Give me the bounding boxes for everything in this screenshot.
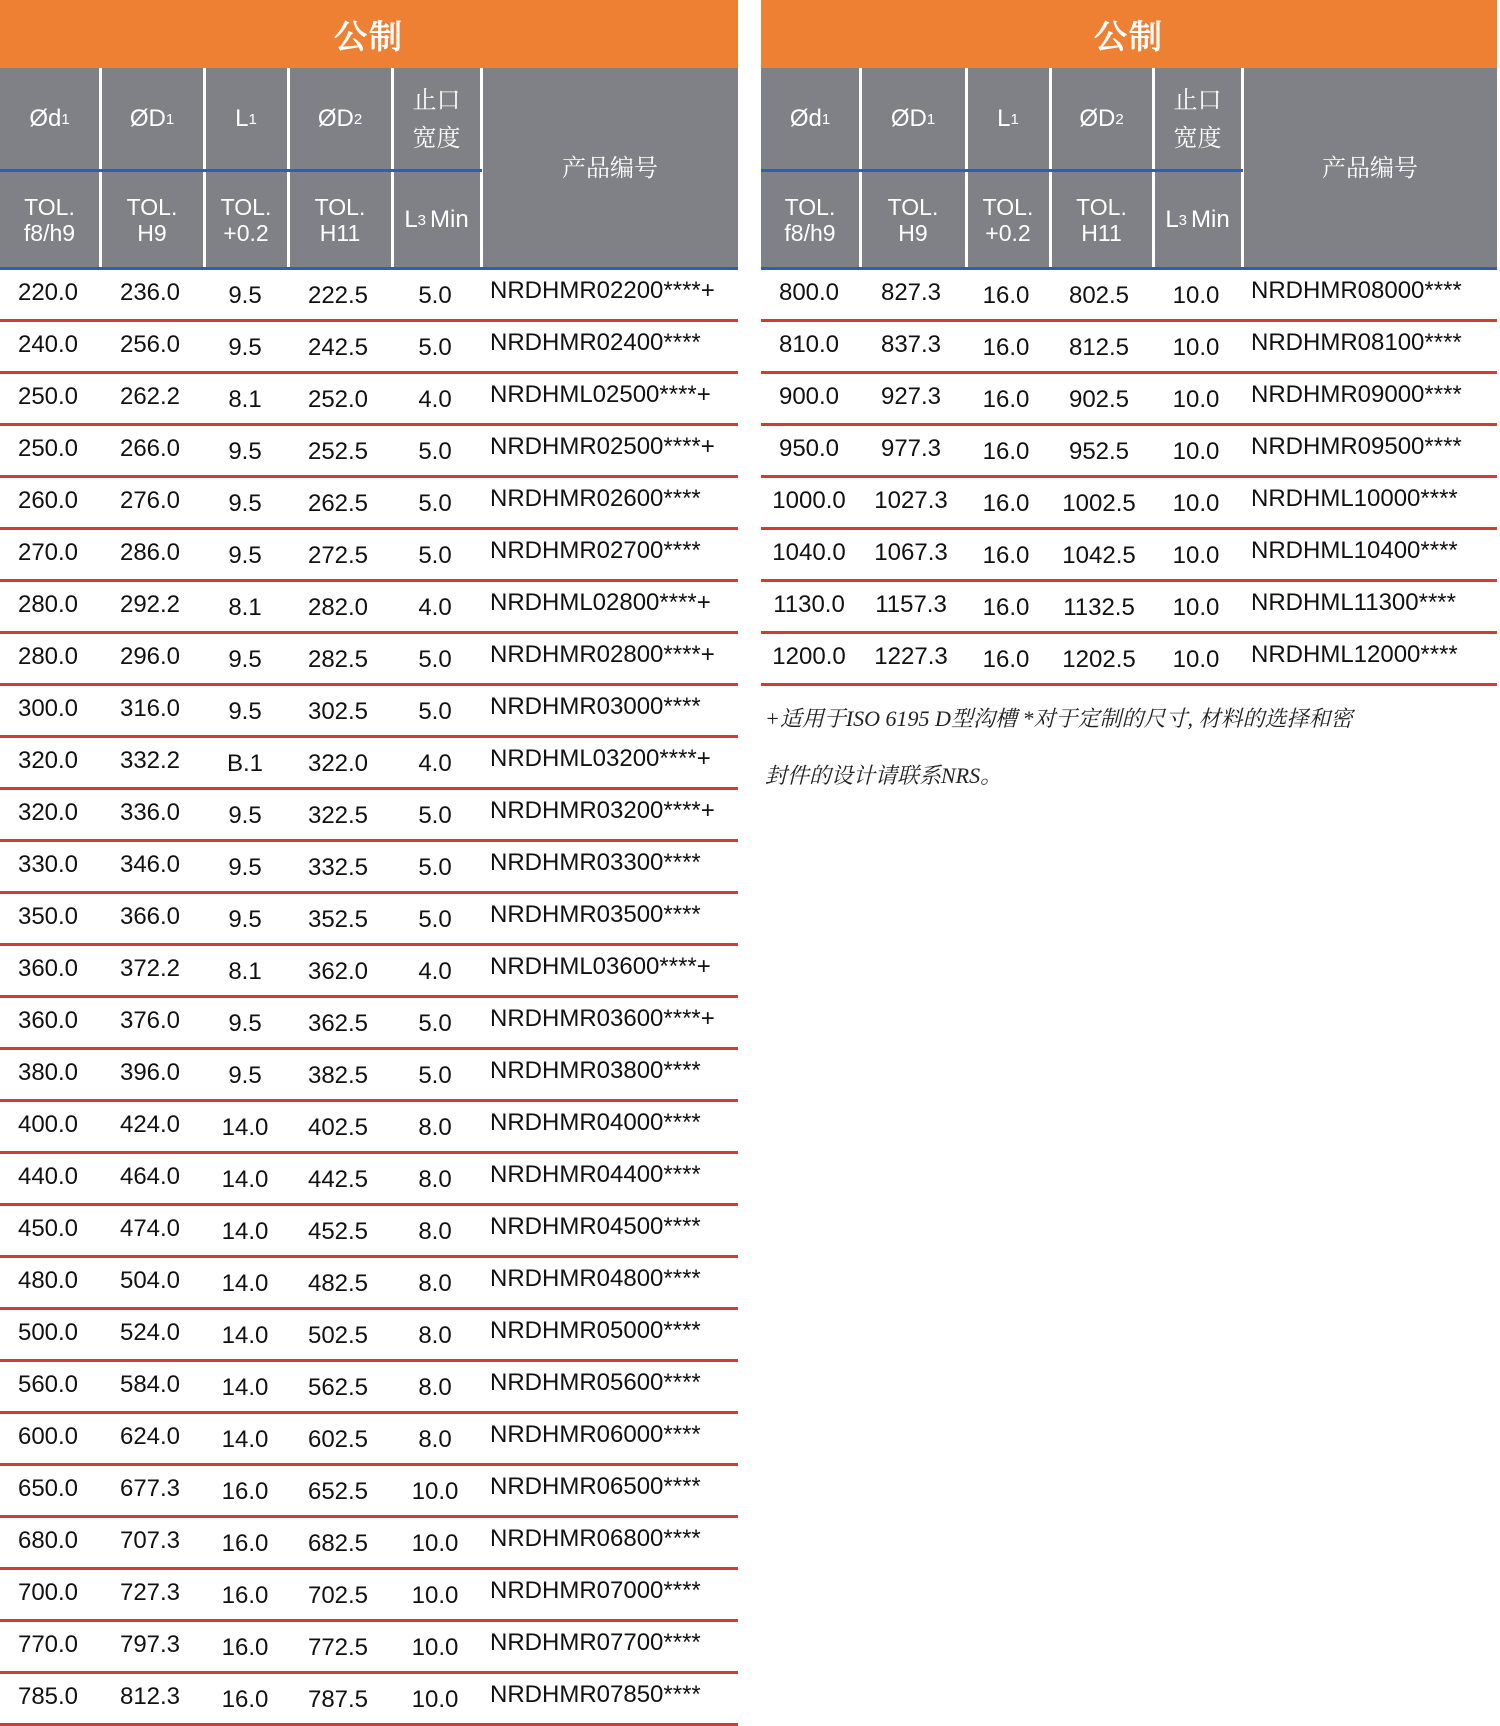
table-row bbox=[761, 582, 1497, 634]
cell-D2: 562.5 bbox=[307, 1374, 369, 1401]
table-row bbox=[0, 426, 738, 478]
cell-d1: 950.0 bbox=[778, 435, 840, 462]
cell-d1: 680.0 bbox=[17, 1527, 79, 1554]
cell-D1: 927.3 bbox=[880, 383, 942, 410]
table-header bbox=[761, 68, 1497, 270]
cell-d1: 360.0 bbox=[17, 1007, 79, 1034]
cell-L1: 9.5 bbox=[228, 542, 262, 569]
header-D2: ØD 2 bbox=[317, 105, 363, 132]
table-row bbox=[761, 374, 1497, 426]
cell-L1: 14.0 bbox=[221, 1218, 269, 1245]
cell-L3: 10.0 bbox=[411, 1686, 459, 1713]
cell-product-code: NRDHML02800****+ bbox=[490, 589, 711, 616]
cell-D1: 474.0 bbox=[119, 1215, 181, 1242]
table-row bbox=[761, 270, 1497, 322]
table-row bbox=[0, 1154, 738, 1206]
cell-d1: 500.0 bbox=[17, 1319, 79, 1346]
header-L3-min: L 3 Min bbox=[404, 206, 469, 233]
cell-D1: 464.0 bbox=[119, 1163, 181, 1190]
cell-L1: 9.5 bbox=[228, 698, 262, 725]
cell-product-code: NRDHMR06000**** bbox=[490, 1421, 701, 1448]
table-row bbox=[0, 946, 738, 998]
cell-D1: 584.0 bbox=[119, 1371, 181, 1398]
header-L1: L 1 bbox=[997, 105, 1019, 132]
cell-d1: 330.0 bbox=[17, 851, 79, 878]
cell-D1: 812.3 bbox=[119, 1683, 181, 1710]
table-row bbox=[0, 530, 738, 582]
footnote bbox=[765, 690, 1495, 804]
cell-d1: 810.0 bbox=[778, 331, 840, 358]
cell-D2: 452.5 bbox=[307, 1218, 369, 1245]
cell-D2: 902.5 bbox=[1068, 386, 1130, 413]
cell-D2: 282.5 bbox=[307, 646, 369, 673]
table-row bbox=[0, 322, 738, 374]
cell-D1: 236.0 bbox=[119, 279, 181, 306]
cell-D1: 376.0 bbox=[119, 1007, 181, 1034]
cell-L1: 9.5 bbox=[228, 490, 262, 517]
cell-L1: 9.5 bbox=[228, 854, 262, 881]
cell-product-code: NRDHML03200****+ bbox=[490, 745, 711, 772]
cell-D2: 502.5 bbox=[307, 1322, 369, 1349]
cell-d1: 360.0 bbox=[17, 955, 79, 982]
cell-D2: 952.5 bbox=[1068, 438, 1130, 465]
cell-L1: 16.0 bbox=[221, 1634, 269, 1661]
header-product-code: 产品编号 bbox=[1322, 154, 1418, 182]
cell-d1: 250.0 bbox=[17, 435, 79, 462]
cell-L3: 8.0 bbox=[418, 1426, 452, 1453]
cell-product-code: NRDHMR03800**** bbox=[490, 1057, 701, 1084]
cell-D2: 352.5 bbox=[307, 906, 369, 933]
cell-product-code: NRDHMR02800****+ bbox=[490, 641, 715, 668]
table-row bbox=[0, 634, 738, 686]
table-row bbox=[0, 738, 738, 790]
cell-L1: 14.0 bbox=[221, 1166, 269, 1193]
cell-L1: 9.5 bbox=[228, 438, 262, 465]
cell-d1: 220.0 bbox=[17, 279, 79, 306]
cell-D2: 602.5 bbox=[307, 1426, 369, 1453]
header-d1-tol: TOL. f8/h9 bbox=[23, 194, 76, 246]
cell-L3: 4.0 bbox=[418, 594, 452, 621]
cell-D2: 252.0 bbox=[307, 386, 369, 413]
cell-D1: 424.0 bbox=[119, 1111, 181, 1138]
cell-d1: 900.0 bbox=[778, 383, 840, 410]
cell-L1: 16.0 bbox=[982, 386, 1030, 413]
cell-L1: 16.0 bbox=[982, 594, 1030, 621]
table-row bbox=[0, 1258, 738, 1310]
table-row bbox=[0, 894, 738, 946]
table-body bbox=[0, 270, 738, 1726]
cell-D2: 322.0 bbox=[307, 750, 369, 777]
cell-product-code: NRDHMR07850**** bbox=[490, 1681, 701, 1708]
cell-L1: 16.0 bbox=[982, 438, 1030, 465]
cell-L1: 16.0 bbox=[221, 1582, 269, 1609]
cell-d1: 700.0 bbox=[17, 1579, 79, 1606]
cell-d1: 480.0 bbox=[17, 1267, 79, 1294]
cell-d1: 800.0 bbox=[778, 279, 840, 306]
cell-product-code: NRDHMR09000**** bbox=[1251, 381, 1462, 408]
cell-d1: 380.0 bbox=[17, 1059, 79, 1086]
cell-L3: 8.0 bbox=[418, 1114, 452, 1141]
cell-D2: 787.5 bbox=[307, 1686, 369, 1713]
cell-d1: 1000.0 bbox=[772, 487, 846, 514]
table-row bbox=[0, 1518, 738, 1570]
cell-D1: 316.0 bbox=[119, 695, 181, 722]
cell-D2: 362.5 bbox=[307, 1010, 369, 1037]
header-stop-width: 止口 宽度 bbox=[412, 86, 461, 152]
cell-L1: 8.1 bbox=[228, 386, 262, 413]
cell-D1: 262.2 bbox=[119, 383, 181, 410]
cell-L3: 10.0 bbox=[1172, 646, 1220, 673]
cell-L3: 10.0 bbox=[1172, 594, 1220, 621]
cell-D2: 1202.5 bbox=[1062, 646, 1136, 673]
cell-D1: 266.0 bbox=[119, 435, 181, 462]
cell-L3: 10.0 bbox=[1172, 386, 1220, 413]
cell-L3: 5.0 bbox=[418, 906, 452, 933]
cell-L1: 16.0 bbox=[982, 334, 1030, 361]
cell-product-code: NRDHML12000**** bbox=[1251, 641, 1458, 668]
cell-D1: 396.0 bbox=[119, 1059, 181, 1086]
cell-L3: 5.0 bbox=[418, 490, 452, 517]
header-d1: Ød 1 bbox=[789, 105, 831, 132]
cell-D2: 702.5 bbox=[307, 1582, 369, 1609]
cell-L3: 10.0 bbox=[411, 1582, 459, 1609]
cell-D2: 242.5 bbox=[307, 334, 369, 361]
cell-D1: 1027.3 bbox=[874, 487, 948, 514]
header-L1-tol: TOL. +0.2 bbox=[220, 194, 272, 246]
cell-product-code: NRDHMR03600****+ bbox=[490, 1005, 715, 1032]
cell-product-code: NRDHMR09500**** bbox=[1251, 433, 1462, 460]
cell-L3: 5.0 bbox=[418, 802, 452, 829]
table-title: 公制 bbox=[761, 0, 1497, 68]
cell-d1: 350.0 bbox=[17, 903, 79, 930]
cell-product-code: NRDHML11300**** bbox=[1251, 589, 1456, 616]
cell-L3: 5.0 bbox=[418, 1062, 452, 1089]
cell-L1: 16.0 bbox=[221, 1686, 269, 1713]
table-row bbox=[0, 1102, 738, 1154]
header-D1-tol: TOL. H9 bbox=[887, 194, 939, 246]
cell-D2: 482.5 bbox=[307, 1270, 369, 1297]
table-row bbox=[0, 686, 738, 738]
cell-d1: 320.0 bbox=[17, 799, 79, 826]
cell-d1: 650.0 bbox=[17, 1475, 79, 1502]
cell-L3: 10.0 bbox=[411, 1478, 459, 1505]
cell-L3: 10.0 bbox=[411, 1530, 459, 1557]
table-row bbox=[0, 1570, 738, 1622]
header-D2-tol: TOL. H11 bbox=[314, 194, 366, 246]
right-table bbox=[761, 0, 1497, 788]
cell-d1: 250.0 bbox=[17, 383, 79, 410]
header-D2-tol: TOL. H11 bbox=[1076, 194, 1127, 246]
cell-L3: 5.0 bbox=[418, 438, 452, 465]
cell-d1: 270.0 bbox=[17, 539, 79, 566]
cell-d1: 600.0 bbox=[17, 1423, 79, 1450]
cell-D1: 707.3 bbox=[119, 1527, 181, 1554]
cell-product-code: NRDHML10400**** bbox=[1251, 537, 1458, 564]
cell-product-code: NRDHMR02600**** bbox=[490, 485, 701, 512]
header-stop-width: 止口 宽度 bbox=[1173, 86, 1222, 152]
cell-d1: 560.0 bbox=[17, 1371, 79, 1398]
cell-D2: 332.5 bbox=[307, 854, 369, 881]
cell-L3: 8.0 bbox=[418, 1218, 452, 1245]
cell-L3: 5.0 bbox=[418, 542, 452, 569]
table-row bbox=[761, 530, 1497, 582]
cell-D2: 802.5 bbox=[1068, 282, 1130, 309]
cell-d1: 320.0 bbox=[17, 747, 79, 774]
cell-D1: 504.0 bbox=[119, 1267, 181, 1294]
cell-L1: 14.0 bbox=[221, 1322, 269, 1349]
cell-L3: 4.0 bbox=[418, 750, 452, 777]
cell-D1: 524.0 bbox=[119, 1319, 181, 1346]
table-row bbox=[0, 1414, 738, 1466]
cell-D2: 282.0 bbox=[307, 594, 369, 621]
cell-D1: 797.3 bbox=[119, 1631, 181, 1658]
cell-L1: 16.0 bbox=[982, 542, 1030, 569]
cell-D1: 977.3 bbox=[880, 435, 942, 462]
cell-product-code: NRDHML10000**** bbox=[1251, 485, 1458, 512]
cell-product-code: NRDHMR02700**** bbox=[490, 537, 701, 564]
cell-D2: 652.5 bbox=[307, 1478, 369, 1505]
cell-D1: 292.2 bbox=[119, 591, 181, 618]
table-row bbox=[0, 1310, 738, 1362]
cell-L1: 16.0 bbox=[221, 1478, 269, 1505]
cell-d1: 280.0 bbox=[17, 643, 79, 670]
cell-D1: 286.0 bbox=[119, 539, 181, 566]
table-row bbox=[761, 478, 1497, 530]
cell-product-code: NRDHML03600****+ bbox=[490, 953, 711, 980]
cell-d1: 260.0 bbox=[17, 487, 79, 514]
cell-L3: 10.0 bbox=[1172, 438, 1220, 465]
cell-L1: 14.0 bbox=[221, 1374, 269, 1401]
table-row bbox=[0, 1674, 738, 1726]
table-row bbox=[0, 478, 738, 530]
cell-product-code: NRDHMR04000**** bbox=[490, 1109, 701, 1136]
cell-D2: 322.5 bbox=[307, 802, 369, 829]
header-D1: ØD 1 bbox=[129, 105, 175, 132]
table-row bbox=[0, 1206, 738, 1258]
cell-D2: 302.5 bbox=[307, 698, 369, 725]
cell-d1: 440.0 bbox=[17, 1163, 79, 1190]
cell-L1: 8.1 bbox=[228, 594, 262, 621]
header-d1-tol: TOL. f8/h9 bbox=[784, 194, 836, 246]
cell-D2: 442.5 bbox=[307, 1166, 369, 1193]
cell-L1: B.1 bbox=[226, 750, 264, 777]
cell-L3: 10.0 bbox=[1172, 542, 1220, 569]
cell-L3: 5.0 bbox=[418, 334, 452, 361]
cell-product-code: NRDHMR08100**** bbox=[1251, 329, 1462, 356]
cell-product-code: NRDHMR06500**** bbox=[490, 1473, 701, 1500]
cell-D2: 1002.5 bbox=[1062, 490, 1136, 517]
cell-product-code: NRDHMR02200****+ bbox=[490, 277, 715, 304]
cell-product-code: NRDHMR06800**** bbox=[490, 1525, 701, 1552]
table-row bbox=[0, 270, 738, 322]
cell-L3: 8.0 bbox=[418, 1270, 452, 1297]
left-table bbox=[0, 0, 738, 1726]
cell-D2: 222.5 bbox=[307, 282, 369, 309]
header-d1: Ød 1 bbox=[29, 105, 70, 132]
table-row bbox=[0, 1622, 738, 1674]
cell-d1: 785.0 bbox=[17, 1683, 79, 1710]
cell-D1: 346.0 bbox=[119, 851, 181, 878]
cell-product-code: NRDHMR04800**** bbox=[490, 1265, 701, 1292]
cell-L1: 14.0 bbox=[221, 1426, 269, 1453]
cell-product-code: NRDHMR07700**** bbox=[490, 1629, 701, 1656]
cell-product-code: NRDHML02500****+ bbox=[490, 381, 711, 408]
cell-D2: 382.5 bbox=[307, 1062, 369, 1089]
cell-product-code: NRDHMR05600**** bbox=[490, 1369, 701, 1396]
cell-L3: 10.0 bbox=[1172, 282, 1220, 309]
cell-L1: 14.0 bbox=[221, 1270, 269, 1297]
cell-D1: 296.0 bbox=[119, 643, 181, 670]
cell-d1: 450.0 bbox=[17, 1215, 79, 1242]
header-D2: ØD 2 bbox=[1079, 105, 1124, 132]
cell-L3: 10.0 bbox=[411, 1634, 459, 1661]
cell-L3: 10.0 bbox=[1172, 490, 1220, 517]
cell-product-code: NRDHMR03000**** bbox=[490, 693, 701, 720]
header-D1: ØD 1 bbox=[890, 105, 936, 132]
cell-product-code: NRDHMR07000**** bbox=[490, 1577, 701, 1604]
cell-D2: 812.5 bbox=[1068, 334, 1130, 361]
cell-L3: 4.0 bbox=[418, 386, 452, 413]
cell-d1: 1130.0 bbox=[773, 591, 845, 618]
cell-L3: 8.0 bbox=[418, 1166, 452, 1193]
cell-D1: 827.3 bbox=[880, 279, 942, 306]
header-product-code: 产品编号 bbox=[562, 154, 658, 182]
cell-product-code: NRDHMR05000**** bbox=[490, 1317, 701, 1344]
cell-D2: 402.5 bbox=[307, 1114, 369, 1141]
cell-L3: 8.0 bbox=[418, 1322, 452, 1349]
cell-L3: 5.0 bbox=[418, 1010, 452, 1037]
cell-D2: 682.5 bbox=[307, 1530, 369, 1557]
table-row bbox=[0, 790, 738, 842]
cell-product-code: NRDHMR03300**** bbox=[490, 849, 701, 876]
header-L1-tol: TOL. +0.2 bbox=[982, 194, 1034, 246]
cell-L3: 5.0 bbox=[418, 282, 452, 309]
table-row bbox=[761, 426, 1497, 478]
cell-D1: 1227.3 bbox=[874, 643, 948, 670]
cell-L1: 16.0 bbox=[982, 646, 1030, 673]
cell-D1: 372.2 bbox=[119, 955, 181, 982]
table-body bbox=[761, 270, 1497, 686]
cell-D2: 1132.5 bbox=[1063, 594, 1135, 621]
cell-D2: 272.5 bbox=[307, 542, 369, 569]
cell-L1: 16.0 bbox=[221, 1530, 269, 1557]
table-header bbox=[0, 68, 738, 270]
cell-product-code: NRDHMR02500****+ bbox=[490, 433, 715, 460]
cell-product-code: NRDHMR04500**** bbox=[490, 1213, 701, 1240]
cell-L1: 9.5 bbox=[228, 282, 262, 309]
cell-D1: 366.0 bbox=[119, 903, 181, 930]
table-row bbox=[0, 998, 738, 1050]
cell-d1: 1040.0 bbox=[772, 539, 846, 566]
cell-D2: 362.0 bbox=[307, 958, 369, 985]
cell-D2: 252.5 bbox=[307, 438, 369, 465]
cell-L1: 9.5 bbox=[228, 906, 262, 933]
cell-product-code: NRDHMR03500**** bbox=[490, 901, 701, 928]
cell-D2: 262.5 bbox=[307, 490, 369, 517]
cell-L1: 9.5 bbox=[228, 1010, 262, 1037]
cell-L1: 16.0 bbox=[982, 490, 1030, 517]
cell-d1: 1200.0 bbox=[772, 643, 846, 670]
cell-D1: 332.2 bbox=[119, 747, 181, 774]
cell-product-code: NRDHMR08000**** bbox=[1251, 277, 1462, 304]
header-L1: L 1 bbox=[235, 105, 257, 132]
cell-d1: 770.0 bbox=[17, 1631, 79, 1658]
cell-d1: 400.0 bbox=[17, 1111, 79, 1138]
cell-L1: 8.1 bbox=[228, 958, 262, 985]
cell-D1: 276.0 bbox=[119, 487, 181, 514]
cell-L3: 5.0 bbox=[418, 854, 452, 881]
table-row bbox=[761, 322, 1497, 374]
cell-L1: 9.5 bbox=[228, 646, 262, 673]
cell-L3: 5.0 bbox=[418, 698, 452, 725]
cell-D2: 1042.5 bbox=[1062, 542, 1136, 569]
cell-D1: 727.3 bbox=[119, 1579, 181, 1606]
cell-L3: 5.0 bbox=[418, 646, 452, 673]
table-row bbox=[0, 1050, 738, 1102]
cell-product-code: NRDHMR02400**** bbox=[490, 329, 701, 356]
cell-D1: 837.3 bbox=[880, 331, 942, 358]
cell-D1: 256.0 bbox=[119, 331, 181, 358]
cell-d1: 280.0 bbox=[17, 591, 79, 618]
cell-product-code: NRDHMR04400**** bbox=[490, 1161, 701, 1188]
cell-D1: 677.3 bbox=[119, 1475, 181, 1502]
table-row bbox=[0, 374, 738, 426]
cell-d1: 240.0 bbox=[17, 331, 79, 358]
cell-d1: 300.0 bbox=[17, 695, 79, 722]
table-row bbox=[0, 1362, 738, 1414]
footnote-line-1: +适用于ISO 6195 D型沟槽 *对于定制的尺寸, 材料的选择和密 bbox=[765, 706, 1353, 731]
cell-D2: 772.5 bbox=[307, 1634, 369, 1661]
table-row bbox=[0, 1466, 738, 1518]
cell-D1: 336.0 bbox=[119, 799, 181, 826]
header-D1-tol: TOL. H9 bbox=[126, 194, 178, 246]
cell-L1: 9.5 bbox=[228, 802, 262, 829]
table-title: 公制 bbox=[0, 0, 738, 68]
cell-L1: 14.0 bbox=[221, 1114, 269, 1141]
cell-L3: 8.0 bbox=[418, 1374, 452, 1401]
cell-D1: 624.0 bbox=[119, 1423, 181, 1450]
footnote-line-2: 封件的设计请联系NRS。 bbox=[765, 763, 1003, 788]
cell-product-code: NRDHMR03200****+ bbox=[490, 797, 715, 824]
cell-L1: 9.5 bbox=[228, 1062, 262, 1089]
cell-D1: 1157.3 bbox=[875, 591, 947, 618]
table-row bbox=[0, 842, 738, 894]
cell-L3: 4.0 bbox=[418, 958, 452, 985]
cell-L1: 9.5 bbox=[228, 334, 262, 361]
header-L3-min: L 3 Min bbox=[1165, 206, 1230, 233]
table-row bbox=[761, 634, 1497, 686]
table-row bbox=[0, 582, 738, 634]
cell-L3: 10.0 bbox=[1172, 334, 1220, 361]
cell-D1: 1067.3 bbox=[874, 539, 948, 566]
cell-L1: 16.0 bbox=[982, 282, 1030, 309]
